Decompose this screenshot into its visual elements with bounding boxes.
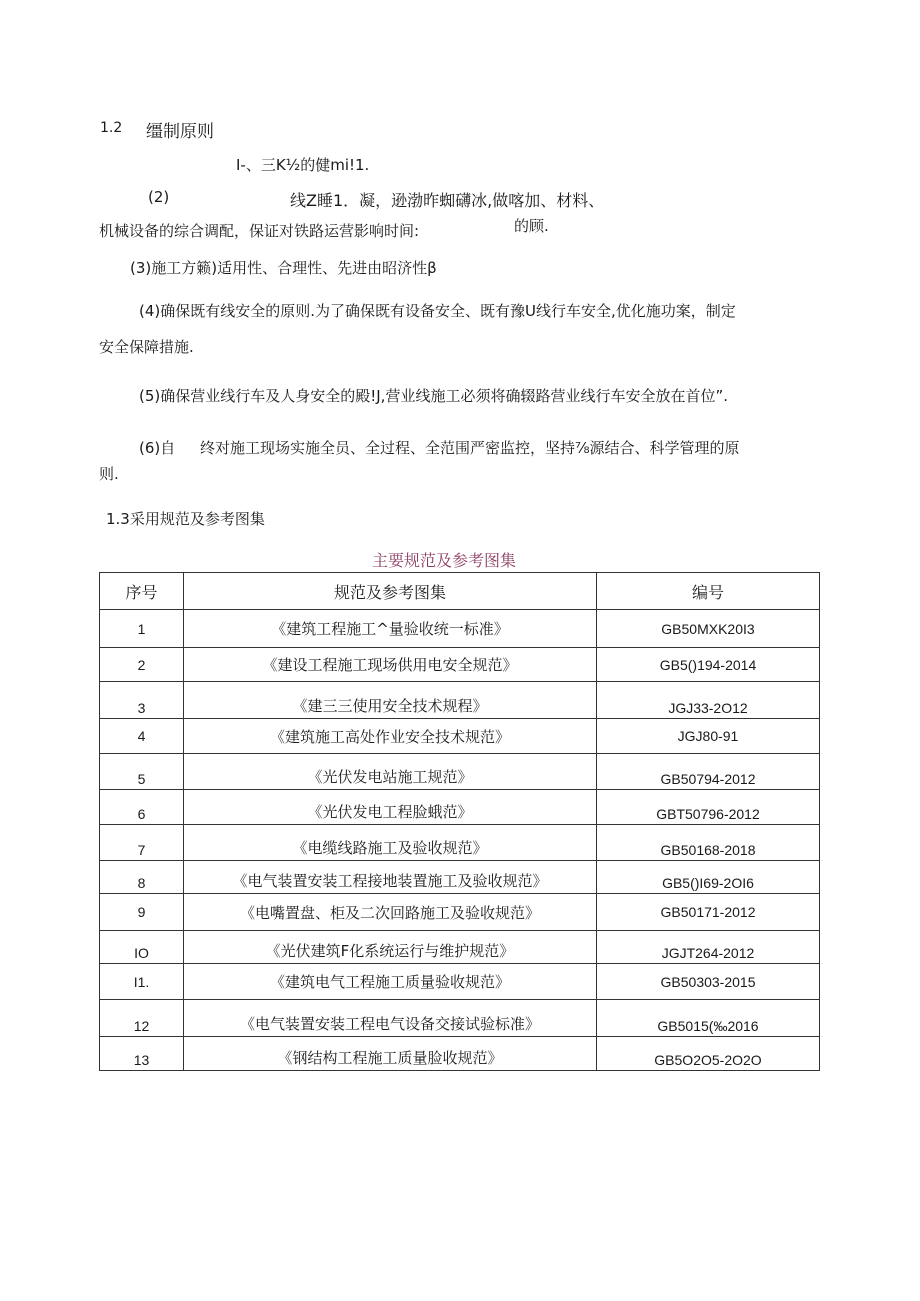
row-standard-name: 《光伏发电站施工规范》	[184, 754, 597, 790]
row-number: 2	[100, 648, 184, 682]
standards-table	[99, 572, 820, 1071]
table-row	[100, 964, 820, 1000]
row-code: GB5O2O5-2O2O	[597, 1037, 820, 1071]
section-1-3-title: 1.3采用规范及参考图集	[106, 510, 265, 528]
principle-4-line2: 安全保障措施.	[99, 338, 194, 356]
section-title: 缰制原则	[146, 122, 214, 142]
row-standard-name: 《建筑电气工程施工质量验收规范》	[184, 964, 597, 1000]
header-code: 编号	[597, 573, 820, 610]
principle-6-line1: 终对施工现场实施全员、全过程、全范围严密监控，坚持⅞源结合、科学管理的原	[200, 439, 740, 457]
row-number: 4	[100, 719, 184, 754]
table-row	[100, 894, 820, 931]
table-caption: 主要规范及参考图集	[372, 551, 517, 570]
row-code: JGJT264-2012	[597, 931, 820, 964]
principle-3: (3)施工方籁)适用性、合理性、先进由昭济性β	[130, 259, 437, 277]
table-row	[100, 790, 820, 825]
row-standard-name: 《建筑施工高处作业安全技术规范》	[184, 719, 597, 754]
table-row	[100, 754, 820, 790]
table-row	[100, 648, 820, 682]
row-code: GB5()I69-2OI6	[597, 861, 820, 894]
row-number: 13	[100, 1037, 184, 1071]
row-code: JGJ33-2O12	[597, 682, 820, 719]
row-standard-name: 《电气装置安装工程接地装置施工及验收规范》	[184, 861, 597, 894]
row-code: GB5015(‰2016	[597, 1000, 820, 1037]
row-code: GBT50796-2012	[597, 790, 820, 825]
table-header-row	[100, 573, 820, 610]
row-number: 3	[100, 682, 184, 719]
row-standard-name: 《建筑工程施工^量验收统一标准》	[184, 610, 597, 648]
row-number: 7	[100, 825, 184, 861]
row-standard-name: 《电嘴置盘、柜及二次回路施工及验收规范》	[184, 894, 597, 931]
row-number: 1	[100, 610, 184, 648]
row-number: 9	[100, 894, 184, 931]
table-row	[100, 825, 820, 861]
row-standard-name: 《电气装置安装工程电气设备交接试验标准》	[184, 1000, 597, 1037]
principle-5: (5)确保营业线行车及人身安全的殿!J,营业线施工必须将确辍路营业线行车安全放在首位”.	[139, 387, 728, 405]
principle-2-tail: 的顾.	[514, 217, 549, 235]
principle-4-line1: (4)确保既有线安全的原则.为了确保既有设备安全、既有豫U线行车安全,优化施功案，制定	[139, 302, 736, 320]
row-code: GB5()194-2014	[597, 648, 820, 682]
row-number: IO	[100, 931, 184, 964]
row-number: 12	[100, 1000, 184, 1037]
header-serial: 序号	[100, 573, 184, 610]
principle-line-1: I-、三K½的健mi!1.	[236, 156, 370, 174]
row-code: GB50794-2012	[597, 754, 820, 790]
header-standard: 规范及参考图集	[184, 573, 597, 610]
principle-2-number: (2)	[148, 188, 170, 206]
row-standard-name: 《电缆线路施工及验收规范》	[184, 825, 597, 861]
row-number: 5	[100, 754, 184, 790]
row-code: GB50171-2012	[597, 894, 820, 931]
table-row	[100, 931, 820, 964]
row-number: 6	[100, 790, 184, 825]
row-standard-name: 《光伏发电工程脸蛾范》	[184, 790, 597, 825]
principle-6-line2: 则.	[99, 465, 119, 483]
table-row	[100, 610, 820, 648]
principle-2-text: 线Z睡1．凝，逊渤昨蜘礴冰,做喀加、材料、	[290, 191, 605, 210]
principle-6-number: (6)自	[139, 439, 176, 457]
section-number: 1.2	[100, 120, 123, 136]
table-row	[100, 861, 820, 894]
row-code: GB50MXK20I3	[597, 610, 820, 648]
table-row	[100, 1000, 820, 1037]
table-row	[100, 1037, 820, 1071]
row-number: 8	[100, 861, 184, 894]
principle-2-line2: 机械设备的综合调配，保证对铁路运营影响时间:	[99, 222, 420, 240]
row-code: GB50303-2015	[597, 964, 820, 1000]
row-standard-name: 《建设工程施工现场供用电安全规范》	[184, 648, 597, 682]
table-row	[100, 682, 820, 719]
table-body	[100, 610, 820, 1071]
row-code: GB50168-2018	[597, 825, 820, 861]
row-number: I1.	[100, 964, 184, 1000]
row-code: JGJ80-91	[597, 719, 820, 754]
row-standard-name: 《光伏建筑F化系统运行与维护规范》	[184, 931, 597, 964]
row-standard-name: 《钢结构工程施工质量脸收规范》	[184, 1037, 597, 1071]
table-row	[100, 719, 820, 754]
row-standard-name: 《建三三使用安全技术规程》	[184, 682, 597, 719]
